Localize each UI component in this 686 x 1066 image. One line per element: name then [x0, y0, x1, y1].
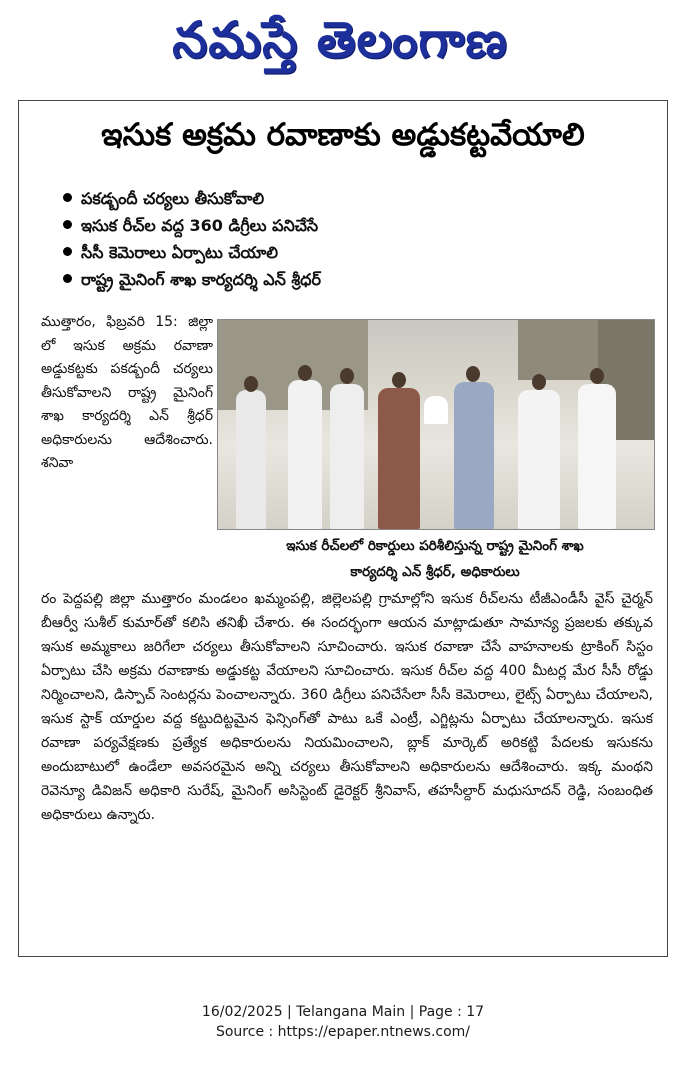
article-body-text: రం పెద్దపల్లి జిల్లా ముత్తారం మండలం ఖమ్మంపల్లి, జిల్లెలపల్లి గ్రామాల్లోని ఇసుక రీచ్‌లను టీజీఎండీసీ వైస్ చైర్మన్ బీఆర్వీ సుశీల్ కుమార్‌తో కలిసి తనిఖీ చేశారు. ఈ సందర్భంగా ఆయన మాట్లాడుతూ సామాన్య ప్రజలకు తక్కువ ఇసుక అమ్మకాలు జరిగేలా చర్యలు తీసుకోవాలని సూచించారు. ఇసుక రవాణా చేసే వాహనాలకు ట్రాకింగ్ సిస్టం ఏర్పాటు చేసి అక్రమ రవాణాకు అడ్డుకట్ట వేయాలని సూచించారు. ఇసుక రీచ్‌ల వద్ద 400 మీటర్ల మేర సీసీ రోడ్డు నిర్మించాలని, డిస్పాచ్ సెంటర్లను పెంచాలన్నారు. 360 డిగ్రీలు పనిచేసేలా సీసీ కెమెరాలు, లైట్స్ ఏర్పాటు చేయాలని, ఇసుక స్టాక్ యార్డుల వద్ద కట్టుదిట్టమైన ఫెన్సింగ్‌తో పాటు ఒకే ఎంట్రీ, ఎగ్జిట్లను ఏర్పాటు చేయాలన్నారు. ఇసుక రవాణా పర్యవేక్షణకు ప్రత్యేక అధికారులను నియమించాలని, బ్లాక్ మార్కెట్ అరికట్టి పేదలకు ఇసుకను అందుబాటులో ఉండేలా అవసరమైన అన్ని చర్యలు తీసుకోవాలని అధికారులను ఆదేశించారు. ఇక్క మంథని రెవెన్యూ డివిజన్ అధికారి సురేష్, మైనింగ్ అసిస్టెంట్ డైరెక్టర్ శ్రీనివాస్, తహసీల్దార్ మధుసూదన్ రెడ్డి, సంబంధిత అధికారులు ఉన్నారు. — [41, 591, 653, 823]
edition-info: 16/02/2025 | Telangana Main | Page : 17 — [201, 1004, 485, 1020]
bullet-item: రాష్ట్ర మైనింగ్ శాఖ కార్యదర్శి ఎన్ శ్రీధర్ — [63, 266, 623, 293]
bullet-item: ఇసుక రీచ్‌ల వద్ద 360 డిగ్రీలు పనిచేసే — [63, 212, 623, 239]
article-body — [41, 587, 653, 827]
article-headline: ఇసుక అక్రమ రవాణాకు అడ్డుకట్టవేయాలి — [101, 117, 585, 153]
photo-caption — [217, 533, 653, 585]
newspaper-masthead: నమస్తే తెలంగాణ — [172, 11, 508, 69]
intro-text: ముత్తారం, ఫిబ్రవరి 15: జిల్లా లో ఇసుక అక్రమ రవాణా అడ్డుకట్టకు పకడ్బందీ చర్యలు తీసుకోవాలని రాష్ట్ర మైనింగ్ శాఖ కార్యదర్శి ఎన్ శ్రీధర్ అధికారులను ఆదేశించారు. శనివా — [41, 314, 213, 471]
bullet-dot-icon — [63, 193, 72, 202]
photo-caption-line: ఇసుక రీచ్‌లలో రికార్డులు పరిశీలిస్తున్న రాష్ట్ర మైనింగ్ శాఖ — [286, 538, 584, 554]
source-line: Source : https://epaper.ntnews.com/ — [215, 1024, 471, 1040]
page-footer — [0, 1002, 686, 1042]
article-clipping — [18, 100, 668, 957]
intro-column — [41, 311, 213, 476]
news-photo — [217, 319, 655, 530]
bullet-item: సీసీ కెమెరాలు ఏర్పాటు చేయాలి — [63, 239, 623, 266]
bullet-dot-icon — [63, 247, 72, 256]
bullet-item: పకడ్బందీ చర్యలు తీసుకోవాలి — [63, 185, 623, 212]
highlight-bullets — [63, 185, 623, 293]
bullet-dot-icon — [63, 220, 72, 229]
photo-caption-line: కార్యదర్శి ఎన్ శ్రీధర్, అధికారులు — [350, 564, 520, 580]
bullet-dot-icon — [63, 274, 72, 283]
